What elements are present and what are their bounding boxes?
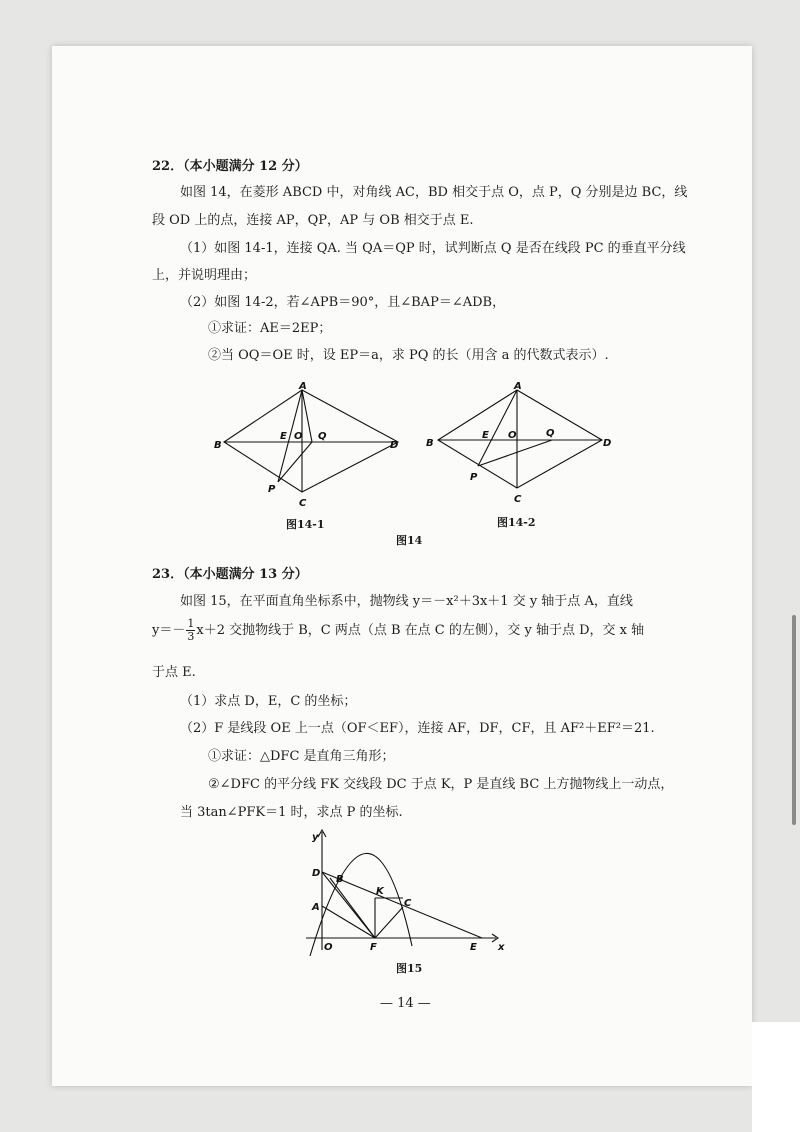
label-P: P: [268, 484, 276, 495]
label-D: D: [603, 438, 612, 449]
label-F: F: [370, 942, 377, 953]
fig14-1-caption: 图14-1: [286, 518, 325, 531]
q23-part1: （1）求点 D，E，C 的坐标；: [180, 694, 357, 709]
q23-header: 23．（本小题满分 13 分）: [152, 567, 308, 582]
q22-part2: （2）如图 14-2，若∠APB＝90°，且∠BAP＝∠ADB，: [180, 295, 506, 310]
axis-x-label: x: [498, 942, 505, 953]
figure-14-1: [206, 380, 406, 515]
label-D: D: [312, 868, 321, 879]
label-O: O: [508, 430, 517, 441]
q23-intro-line2: [152, 618, 644, 643]
figure-14-2: [420, 380, 625, 515]
scrollbar[interactable]: [792, 615, 796, 825]
q23-part2-ii-line2: 当 3tan∠PFK＝1 时，求点 P 的坐标.: [180, 805, 403, 820]
label-D: D: [390, 440, 399, 451]
q22-intro-line2: 段 OD 上的点，连接 AP，QP，AP 与 OB 相交于点 E.: [152, 213, 474, 228]
q22-header: 22．（本小题满分 12 分）: [152, 159, 308, 174]
fig14-2-caption: 图14-2: [497, 516, 536, 529]
figure-15: [300, 826, 510, 956]
q23-part2: （2）F 是线段 OE 上一点（OF＜EF），连接 AF，DF，CF，且 AF²＋EF²＝21.: [180, 721, 655, 736]
q23-part2-ii-line1: ②∠DFC 的平分线 FK 交线段 DC 于点 K，P 是直线 BC 上方抛物线上一动点，: [208, 777, 674, 792]
label-K: K: [376, 886, 384, 897]
label-Q: Q: [546, 428, 555, 439]
label-E: E: [470, 942, 477, 953]
label-Q: Q: [318, 431, 327, 442]
label-B: B: [336, 874, 344, 885]
q22-intro-line1: 如图 14，在菱形 ABCD 中，对角线 AC，BD 相交于点 O，点 P，Q 分别是边 BC，线: [180, 185, 688, 200]
fig15-caption: 图15: [396, 962, 423, 975]
corner-patch: [752, 1022, 800, 1132]
q23-part2-i: ①求证：△DFC 是直角三角形；: [208, 749, 395, 764]
axis-y-label: y: [312, 832, 319, 843]
label-A: A: [312, 902, 320, 913]
fig14-caption: 图14: [396, 534, 423, 547]
q22-part1-line2: 上，并说明理由；: [152, 268, 257, 283]
q22-part2-i: ①求证：AE＝2EP；: [208, 321, 332, 336]
frac-den: 3: [187, 630, 195, 643]
label-O: O: [294, 431, 303, 442]
q23-intro-line3: 于点 E.: [152, 665, 196, 680]
label-E: E: [482, 430, 489, 441]
label-A: A: [299, 381, 307, 392]
label-B: B: [214, 440, 222, 451]
line-eq-suffix: x＋2 交抛物线于 B，C 两点（点 B 在点 C 的左侧），交 y 轴于点 D，交 x 轴: [196, 623, 645, 638]
label-C: C: [514, 494, 522, 505]
label-C: C: [299, 498, 307, 509]
q22-part1-line1: （1）如图 14-1，连接 QA. 当 QA＝QP 时，试判断点 Q 是否在线段 PC 的垂直平分线: [180, 241, 686, 256]
page-number: — 14 —: [380, 996, 431, 1011]
label-B: B: [426, 438, 434, 449]
frac-num: 1: [187, 617, 195, 630]
q23-intro-line1: 如图 15，在平面直角坐标系中，抛物线 y＝－x²＋3x＋1 交 y 轴于点 A，直线: [180, 594, 633, 609]
line-eq-prefix: y＝－: [152, 623, 186, 638]
label-A: A: [514, 381, 522, 392]
label-C: C: [404, 898, 412, 909]
label-O: O: [324, 942, 333, 953]
q22-part2-ii: ②当 OQ＝OE 时，设 EP＝a，求 PQ 的长（用含 a 的代数式表示）.: [208, 348, 609, 363]
label-E: E: [280, 431, 287, 442]
fraction: [186, 618, 195, 643]
label-P: P: [470, 472, 478, 483]
